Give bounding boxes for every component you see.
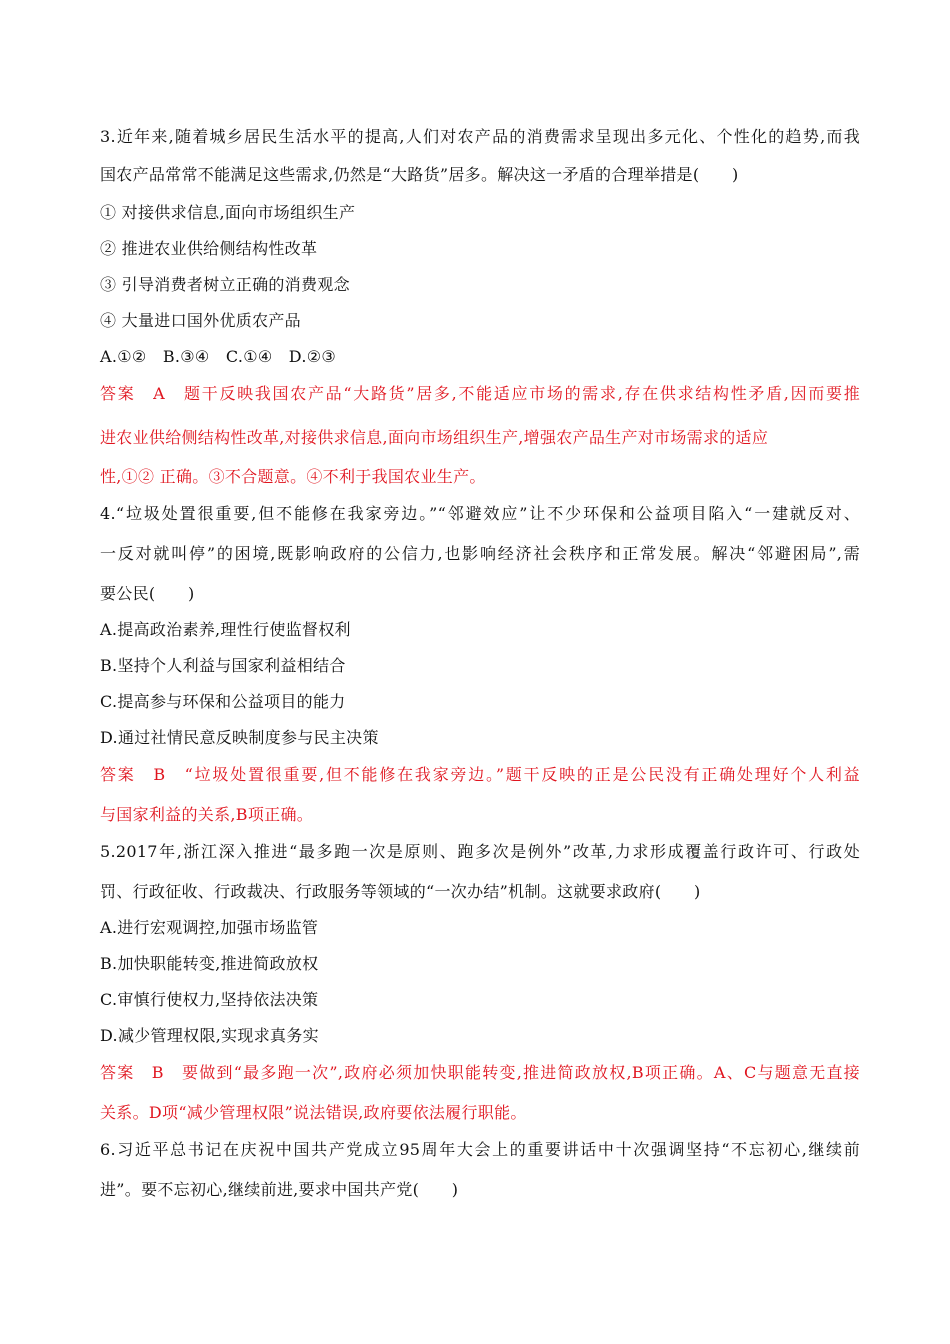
q3-answer-line3: 性,①② 正确。③不合题意。④不利于我国农业生产。 bbox=[100, 467, 486, 486]
q3-item-1: ① 对接供求信息,面向市场组织生产 bbox=[100, 203, 356, 222]
q3-item-2: ② 推进农业供给侧结构性改革 bbox=[100, 239, 318, 258]
q4-stem-line3: 要公民( ) bbox=[100, 584, 195, 603]
q3-answer-line1: 答案 A 题干反映我国农产品“大路货”居多,不能适应市场的需求,存在供求结构性矛盾,因而要推 bbox=[100, 384, 860, 403]
q4-answer-line2: 与国家利益的关系,B项正确。 bbox=[100, 805, 314, 824]
q3-item-4: ④ 大量进口国外优质农产品 bbox=[100, 311, 301, 330]
q5-answer-line1: 答案 B 要做到“最多跑一次”,政府必须加快职能转变,推进简政放权,B项正确。A、C与题意无直接 bbox=[100, 1063, 860, 1082]
q5-option-a: A.进行宏观调控,加强市场监管 bbox=[100, 918, 319, 937]
q4-stem-line1: 4.“垃圾处置很重要,但不能修在我家旁边。”“邻避效应”让不少环保和公益项目陷入“一建就反对、 bbox=[100, 504, 860, 523]
q3-stem-line2: 国农产品常常不能满足这些需求,仍然是“大路货”居多。解决这一矛盾的合理举措是( ) bbox=[100, 165, 739, 184]
q5-option-b: B.加快职能转变,推进简政放权 bbox=[100, 954, 319, 973]
q3-options: A.①② B.③④ C.①④ D.②③ bbox=[100, 347, 337, 366]
q3-stem-line1: 3.近年来,随着城乡居民生活水平的提高,人们对农产品的消费需求呈现出多元化、个性化的趋势,而我 bbox=[100, 127, 860, 146]
q4-option-d: D.通过社情民意反映制度参与民主决策 bbox=[100, 728, 379, 747]
q6-stem-line1: 6.习近平总书记在庆祝中国共产党成立95周年大会上的重要讲话中十次强调坚持“不忘初心,继续前 bbox=[100, 1140, 860, 1159]
q5-answer-line2: 关系。D项“减少管理权限”说法错误,政府要依法履行职能。 bbox=[100, 1103, 527, 1122]
q5-stem-line1: 5.2017年,浙江深入推进“最多跑一次是原则、跑多次是例外”改革,力求形成覆盖行政许可、行政处 bbox=[100, 842, 860, 861]
q5-option-d: D.减少管理权限,实现求真务实 bbox=[100, 1026, 319, 1045]
q3-item-3: ③ 引导消费者树立正确的消费观念 bbox=[100, 275, 350, 294]
q4-option-c: C.提高参与环保和公益项目的能力 bbox=[100, 692, 346, 711]
q4-option-a: A.提高政治素养,理性行使监督权利 bbox=[100, 620, 351, 639]
q4-stem-line2: 一反对就叫停”的困境,既影响政府的公信力,也影响经济社会秩序和正常发展。解决“邻避困局”,需 bbox=[100, 544, 860, 563]
q5-option-c: C.审慎行使权力,坚持依法决策 bbox=[100, 990, 319, 1009]
q4-answer-line1: 答案 B “垃圾处置很重要,但不能修在我家旁边。”题干反映的正是公民没有正确处理好个人利益 bbox=[100, 765, 860, 784]
q5-stem-line2: 罚、行政征收、行政裁决、行政服务等领域的“一次办结”机制。这就要求政府( ) bbox=[100, 882, 701, 901]
q6-stem-line2: 进”。要不忘初心,继续前进,要求中国共产党( ) bbox=[100, 1180, 459, 1199]
q3-answer-line2: 进农业供给侧结构性改革,对接供求信息,面向市场组织生产,增强农产品生产对市场需求的适应 bbox=[100, 428, 769, 447]
q4-option-b: B.坚持个人利益与国家利益相结合 bbox=[100, 656, 346, 675]
